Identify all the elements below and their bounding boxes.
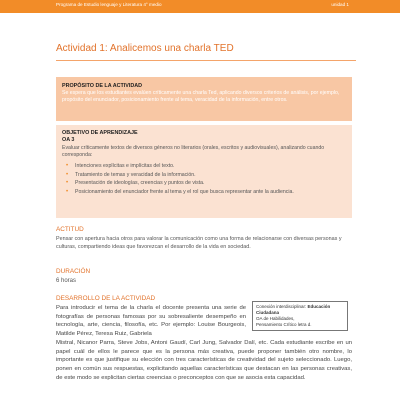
objective-text: Evaluar críticamente textos de diversos géneros no literarios (orales, escritos y audiovisuales), analizando cuando corresponda: (62, 145, 325, 158)
attitude-heading: ACTITUD (56, 226, 84, 233)
development-heading: DESARROLLO DE LA ACTIVIDAD (56, 295, 156, 302)
objective-bullet (62, 171, 346, 180)
bullet-text: Intenciones explícitas e implícitas del texto. (75, 163, 175, 169)
connection-subject: Educación Ciudadana (256, 304, 331, 315)
purpose-heading: PROPÓSITO DE LA ACTIVIDAD (62, 83, 143, 89)
title-divider (56, 60, 356, 61)
bullet-dot-icon: • (66, 188, 69, 195)
connection-oa: OA de Habilidades, (256, 316, 295, 321)
connection-label: Conexión interdisciplinar: (256, 304, 307, 309)
objective-box (56, 125, 352, 218)
objective-bullet (62, 162, 346, 171)
bullet-dot-icon: • (66, 163, 69, 169)
objective-bullet (62, 179, 346, 188)
bullet-text: Tratamiento de temas y veracidad de la información. (75, 171, 196, 178)
objective-bullet-list (62, 162, 346, 196)
duration-heading: DURACIÓN (56, 268, 91, 275)
bullet-dot-icon: • (66, 171, 69, 178)
purpose-text: Se espera que los estudiantes evalúen críticamente una charla Ted, aplicando diversos criterios de análisis, por ejemplo, propósito del enunciador, posicionamiento frente al tema, veracidad de la información, entre otros. (62, 90, 340, 104)
connection-line (256, 304, 344, 316)
activity-title: Actividad 1: Analicemos una charla TED (56, 43, 234, 54)
development-text-body: Mistral, Nicanor Parra, Steve Jobs, Antoni Gaudí, Carl Jung, Salvador Dalí, etc. Cada estudiante escribe en un papel cuál de ellos le parece que es la persona más creativa, puede proponer también otro nombre, lo importante es que justifique su elección con tres características de creatividad del sujeto seleccionado. Luego, ponen en común sus respuestas, explicitando aquellas características que destacan en las personas creativas, de este modo se explicitan ciertas creencias o preconceptos con que se asocia esta capacidad. (56, 340, 352, 381)
attitude-text: Pensar con apertura hacia otros para valorar la comunicación como una forma de relacionarse con diversas personas y culturas, compartiendo ideas que favorezcan el desarrollo de la vida en sociedad. (56, 236, 342, 250)
bullet-text: Posicionamiento del enunciador frente al tema y el rol que busca representar ante la audiencia. (75, 188, 294, 195)
connection-skill: Pensamiento Crítico letra d. (256, 322, 312, 327)
interdisciplinary-connection-box (252, 301, 348, 331)
bullet-dot-icon: • (66, 180, 69, 187)
bullet-text: Presentación de ideologías, creencias y puntos de vista. (75, 180, 205, 187)
program-title: Programa de Estudio lenguaje y Literatura 4° medio (56, 2, 162, 7)
header-bar (0, 0, 400, 13)
objective-bullet (62, 188, 346, 197)
objective-heading: OBJETIVO DE APRENDIZAJE (62, 130, 138, 136)
purpose-box (56, 77, 352, 121)
duration-value: 6 horas (56, 278, 77, 284)
development-text-intro: Para introducir el tema de la charla el docente presenta una serie de fotografías de personas famosas por su sobresaliente desempeño en tecnología, arte, ciencia, filosofía, etc. Por ejemplo: Louise Bourgeois, Matilde Pérez, Teresa Ruiz, Gabriela (56, 305, 246, 338)
unit-label: unidad 1 (331, 2, 349, 7)
objective-code: OA 3 (62, 137, 75, 143)
